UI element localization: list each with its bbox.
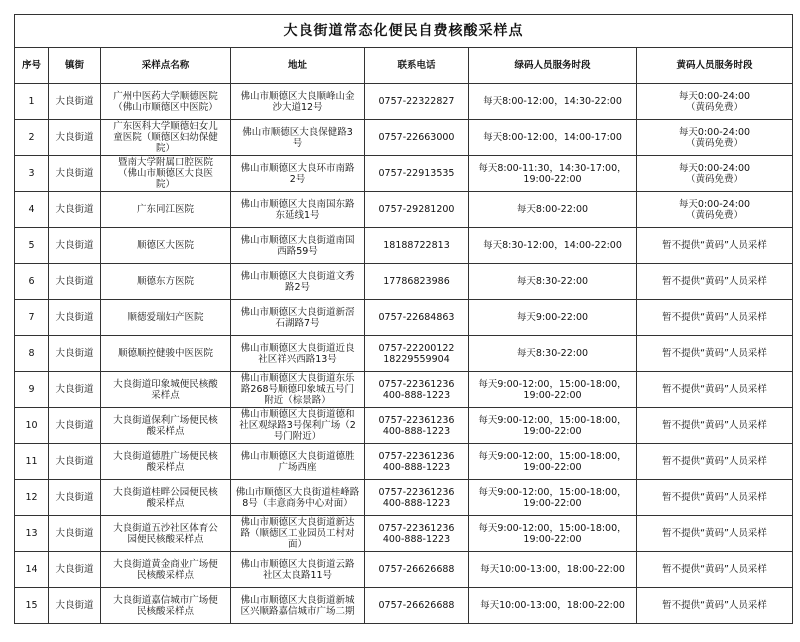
cell-yellow-hours bbox=[637, 444, 793, 480]
cell-town bbox=[49, 516, 101, 552]
table-row bbox=[15, 480, 793, 516]
cell-yellow-hours-text: 每天0:00-24:00 （黄码免费） bbox=[678, 90, 751, 113]
cell-green-hours-text: 每天10:00-13:00，18:00-22:00 bbox=[480, 564, 625, 575]
cell-phone bbox=[365, 408, 469, 444]
cell-address bbox=[231, 156, 365, 192]
cell-town bbox=[49, 336, 101, 372]
cell-seq bbox=[15, 336, 49, 372]
cell-green-hours bbox=[469, 480, 637, 516]
cell-town-text: 大良街道 bbox=[55, 132, 94, 143]
cell-town bbox=[49, 300, 101, 336]
cell-green-hours-text: 每天9:00-12:00，15:00-18:00， 19:00-22:00 bbox=[478, 522, 627, 545]
cell-phone bbox=[365, 156, 469, 192]
cell-green-hours-text: 每天8:00-11:30，14:30-17:00， 19:00-22:00 bbox=[478, 162, 627, 185]
cell-seq bbox=[15, 588, 49, 624]
cell-address bbox=[231, 444, 365, 480]
cell-yellow-hours bbox=[637, 264, 793, 300]
cell-green-hours bbox=[469, 372, 637, 408]
cell-town bbox=[49, 264, 101, 300]
cell-address-text: 佛山市顺德区大良南国东路 东延线1号 bbox=[240, 198, 355, 221]
cell-seq-text: 15 bbox=[25, 600, 38, 611]
cell-town-text: 大良街道 bbox=[55, 600, 94, 611]
cell-town bbox=[49, 552, 101, 588]
cell-address-text: 佛山市顺德区大良街道新滘 石湖路7号 bbox=[240, 306, 355, 329]
cell-phone-text: 0757-29281200 bbox=[378, 204, 455, 215]
cell-site-text: 大良街道印象城便民核酸 采样点 bbox=[113, 378, 218, 401]
cell-address bbox=[231, 228, 365, 264]
cell-site bbox=[101, 516, 231, 552]
cell-green-hours-text: 每天8:00-12:00，14:00-17:00 bbox=[483, 132, 622, 143]
cell-address-text: 佛山市顺德区大良环市南路 2号 bbox=[240, 162, 355, 185]
cell-town bbox=[49, 408, 101, 444]
cell-site bbox=[101, 336, 231, 372]
cell-site bbox=[101, 156, 231, 192]
cell-site-text: 大良街道五沙社区体育公 园便民核酸采样点 bbox=[113, 522, 218, 545]
table-row bbox=[15, 300, 793, 336]
header-site: 采样点名称 bbox=[101, 48, 231, 84]
cell-town bbox=[49, 480, 101, 516]
cell-seq bbox=[15, 516, 49, 552]
cell-seq bbox=[15, 264, 49, 300]
cell-site bbox=[101, 300, 231, 336]
cell-green-hours-text: 每天8:00-22:00 bbox=[516, 204, 589, 215]
cell-yellow-hours-text: 每天0:00-24:00 （黄码免费） bbox=[678, 162, 751, 185]
cell-yellow-hours-text: 每天0:00-24:00 （黄码免费） bbox=[678, 198, 751, 221]
cell-town-text: 大良街道 bbox=[55, 420, 94, 431]
document-page bbox=[14, 14, 792, 624]
cell-address bbox=[231, 408, 365, 444]
cell-address-text: 佛山市顺德区大良保健路3 号 bbox=[242, 126, 353, 149]
cell-site-text: 暨南大学附属口腔医院 （佛山市顺德区大良医 院） bbox=[117, 157, 213, 190]
cell-green-hours bbox=[469, 336, 637, 372]
cell-phone bbox=[365, 588, 469, 624]
cell-green-hours bbox=[469, 156, 637, 192]
cell-green-hours bbox=[469, 444, 637, 480]
cell-phone-text: 0757-22361236 400-888-1223 bbox=[378, 486, 455, 509]
cell-address-text: 佛山市顺德区大良街道云路 社区太良路11号 bbox=[240, 558, 355, 581]
cell-green-hours-text: 每天9:00-12:00，15:00-18:00， 19:00-22:00 bbox=[478, 378, 627, 401]
cell-yellow-hours bbox=[637, 84, 793, 120]
table-row bbox=[15, 192, 793, 228]
cell-yellow-hours-text: 暂不提供“黄码”人员采样 bbox=[662, 384, 767, 395]
cell-town-text: 大良街道 bbox=[55, 96, 94, 107]
page-title: 大良街道常态化便民自费核酸采样点 bbox=[15, 15, 793, 48]
cell-site bbox=[101, 120, 231, 156]
cell-site-text: 大良街道桂畔公园便民核 酸采样点 bbox=[113, 486, 218, 509]
cell-phone bbox=[365, 552, 469, 588]
cell-yellow-hours-text: 暂不提供“黄码”人员采样 bbox=[662, 564, 767, 575]
cell-green-hours-text: 每天10:00-13:00，18:00-22:00 bbox=[480, 600, 625, 611]
cell-phone-text: 0757-22913535 bbox=[378, 168, 455, 179]
cell-site-text: 顺德顺控健骏中医医院 bbox=[117, 348, 213, 359]
cell-yellow-hours-text: 暂不提供“黄码”人员采样 bbox=[662, 240, 767, 251]
cell-address-text: 佛山市顺德区大良街道南国 西路59号 bbox=[240, 234, 355, 257]
cell-site bbox=[101, 228, 231, 264]
cell-green-hours bbox=[469, 408, 637, 444]
cell-town bbox=[49, 120, 101, 156]
header-town: 镇街 bbox=[49, 48, 101, 84]
cell-phone-text: 0757-22684863 bbox=[378, 312, 455, 323]
cell-yellow-hours-text: 每天0:00-24:00 （黄码免费） bbox=[678, 126, 751, 149]
cell-phone bbox=[365, 84, 469, 120]
cell-town bbox=[49, 156, 101, 192]
cell-green-hours bbox=[469, 588, 637, 624]
cell-site bbox=[101, 264, 231, 300]
cell-seq-text: 3 bbox=[28, 168, 35, 179]
cell-seq-text: 2 bbox=[28, 132, 35, 143]
cell-phone-text: 17786823986 bbox=[383, 276, 450, 287]
table-row bbox=[15, 228, 793, 264]
cell-site bbox=[101, 444, 231, 480]
cell-address bbox=[231, 516, 365, 552]
cell-town bbox=[49, 588, 101, 624]
title-row bbox=[15, 15, 793, 48]
cell-yellow-hours-text: 暂不提供“黄码”人员采样 bbox=[662, 348, 767, 359]
cell-site bbox=[101, 552, 231, 588]
cell-phone-text: 0757-26626688 bbox=[378, 564, 455, 575]
cell-phone bbox=[365, 336, 469, 372]
cell-site-text: 广东医科大学顺德妇女儿 童医院（顺德区妇幼保健 院） bbox=[113, 121, 218, 154]
cell-town bbox=[49, 228, 101, 264]
cell-address bbox=[231, 552, 365, 588]
cell-yellow-hours-text: 暂不提供“黄码”人员采样 bbox=[662, 600, 767, 611]
cell-address-text: 佛山市顺德区大良街道新达 路（顺德区工业园员工村对 面） bbox=[240, 517, 355, 550]
cell-green-hours-text: 每天9:00-12:00，15:00-18:00， 19:00-22:00 bbox=[478, 486, 627, 509]
cell-green-hours bbox=[469, 264, 637, 300]
cell-town-text: 大良街道 bbox=[55, 168, 94, 179]
cell-town bbox=[49, 84, 101, 120]
cell-site bbox=[101, 408, 231, 444]
cell-seq bbox=[15, 372, 49, 408]
cell-site-text: 大良街道德胜广场便民核 酸采样点 bbox=[113, 450, 218, 473]
cell-phone bbox=[365, 372, 469, 408]
cell-site-text: 大良街道保利广场便民核 酸采样点 bbox=[113, 414, 218, 437]
cell-site bbox=[101, 192, 231, 228]
cell-address-text: 佛山市顺德区大良街道近良 社区祥兴西路13号 bbox=[240, 342, 355, 365]
table-row bbox=[15, 336, 793, 372]
cell-phone-text: 0757-22322827 bbox=[378, 96, 455, 107]
cell-phone-text: 0757-22361236 400-888-1223 bbox=[378, 414, 455, 437]
cell-green-hours-text: 每天8:30-12:00，14:00-22:00 bbox=[483, 240, 622, 251]
table-row bbox=[15, 372, 793, 408]
cell-green-hours bbox=[469, 516, 637, 552]
table-row bbox=[15, 588, 793, 624]
table-row bbox=[15, 84, 793, 120]
cell-yellow-hours bbox=[637, 552, 793, 588]
cell-town-text: 大良街道 bbox=[55, 492, 94, 503]
cell-seq bbox=[15, 408, 49, 444]
cell-address bbox=[231, 84, 365, 120]
cell-yellow-hours bbox=[637, 228, 793, 264]
cell-address bbox=[231, 336, 365, 372]
cell-green-hours bbox=[469, 84, 637, 120]
cell-yellow-hours-text: 暂不提供“黄码”人员采样 bbox=[662, 528, 767, 539]
cell-seq bbox=[15, 228, 49, 264]
table-row bbox=[15, 120, 793, 156]
cell-yellow-hours-text: 暂不提供“黄码”人员采样 bbox=[662, 420, 767, 431]
cell-site-text: 顺德东方医院 bbox=[136, 276, 194, 287]
cell-phone-text: 18188722813 bbox=[383, 240, 450, 251]
cell-green-hours-text: 每天9:00-12:00，15:00-18:00， 19:00-22:00 bbox=[478, 414, 627, 437]
cell-seq bbox=[15, 192, 49, 228]
cell-phone bbox=[365, 228, 469, 264]
cell-site-text: 广州中医药大学顺德医院 （佛山市顺德区中医院） bbox=[113, 90, 218, 113]
cell-town-text: 大良街道 bbox=[55, 528, 94, 539]
cell-address bbox=[231, 120, 365, 156]
cell-phone bbox=[365, 192, 469, 228]
cell-phone bbox=[365, 444, 469, 480]
cell-seq-text: 12 bbox=[25, 492, 38, 503]
cell-phone bbox=[365, 480, 469, 516]
header-green: 绿码人员服务时段 bbox=[469, 48, 637, 84]
cell-address bbox=[231, 264, 365, 300]
table-row bbox=[15, 552, 793, 588]
cell-green-hours-text: 每天9:00-22:00 bbox=[516, 312, 589, 323]
cell-site-text: 顺德爱瑞妇产医院 bbox=[127, 312, 204, 323]
cell-address bbox=[231, 372, 365, 408]
table-row bbox=[15, 516, 793, 552]
cell-town-text: 大良街道 bbox=[55, 204, 94, 215]
cell-yellow-hours-text: 暂不提供“黄码”人员采样 bbox=[662, 276, 767, 287]
cell-address bbox=[231, 192, 365, 228]
cell-seq-text: 10 bbox=[25, 420, 38, 431]
cell-yellow-hours-text: 暂不提供“黄码”人员采样 bbox=[662, 456, 767, 467]
header-seq: 序号 bbox=[15, 48, 49, 84]
cell-green-hours bbox=[469, 552, 637, 588]
cell-address bbox=[231, 480, 365, 516]
cell-phone bbox=[365, 120, 469, 156]
cell-yellow-hours bbox=[637, 480, 793, 516]
cell-seq bbox=[15, 552, 49, 588]
cell-town-text: 大良街道 bbox=[55, 240, 94, 251]
cell-town bbox=[49, 192, 101, 228]
cell-site-text: 顺德区大医院 bbox=[136, 240, 194, 251]
cell-green-hours bbox=[469, 228, 637, 264]
cell-site bbox=[101, 372, 231, 408]
cell-seq-text: 4 bbox=[28, 204, 35, 215]
cell-yellow-hours bbox=[637, 156, 793, 192]
cell-green-hours-text: 每天8:30-22:00 bbox=[516, 348, 589, 359]
cell-green-hours bbox=[469, 120, 637, 156]
cell-phone-text: 0757-26626688 bbox=[378, 600, 455, 611]
cell-yellow-hours bbox=[637, 300, 793, 336]
table-row bbox=[15, 156, 793, 192]
cell-yellow-hours-text: 暂不提供“黄码”人员采样 bbox=[662, 492, 767, 503]
cell-yellow-hours bbox=[637, 516, 793, 552]
cell-seq bbox=[15, 120, 49, 156]
header-yellow: 黄码人员服务时段 bbox=[637, 48, 793, 84]
cell-site-text: 大良街道嘉信城市广场便 民核酸采样点 bbox=[113, 594, 218, 617]
cell-town-text: 大良街道 bbox=[55, 312, 94, 323]
cell-address-text: 佛山市顺德区大良顺峰山金 沙大道12号 bbox=[240, 90, 355, 113]
cell-green-hours-text: 每天9:00-12:00，15:00-18:00， 19:00-22:00 bbox=[478, 450, 627, 473]
cell-seq-text: 11 bbox=[25, 456, 38, 467]
cell-seq-text: 9 bbox=[28, 384, 35, 395]
cell-address-text: 佛山市顺德区大良街道新城 区兴顺路嘉信城市广场二期 bbox=[240, 594, 355, 617]
cell-seq bbox=[15, 156, 49, 192]
cell-town bbox=[49, 372, 101, 408]
cell-address-text: 佛山市顺德区大良街道文秀 路2号 bbox=[240, 270, 355, 293]
cell-address-text: 佛山市顺德区大良街道德胜 广场西座 bbox=[240, 450, 355, 473]
table-row bbox=[15, 264, 793, 300]
cell-phone-text: 0757-22663000 bbox=[378, 132, 455, 143]
cell-yellow-hours bbox=[637, 336, 793, 372]
cell-green-hours-text: 每天8:30-22:00 bbox=[516, 276, 589, 287]
cell-seq bbox=[15, 300, 49, 336]
cell-seq-text: 5 bbox=[28, 240, 35, 251]
cell-yellow-hours bbox=[637, 120, 793, 156]
header-phone: 联系电话 bbox=[365, 48, 469, 84]
cell-seq-text: 13 bbox=[25, 528, 38, 539]
table-row bbox=[15, 408, 793, 444]
cell-seq-text: 8 bbox=[28, 348, 35, 359]
cell-seq bbox=[15, 480, 49, 516]
cell-seq bbox=[15, 444, 49, 480]
cell-town-text: 大良街道 bbox=[55, 456, 94, 467]
cell-seq-text: 1 bbox=[28, 96, 35, 107]
cell-site-text: 大良街道黄金商业广场便 民核酸采样点 bbox=[113, 558, 218, 581]
header-address: 地址 bbox=[231, 48, 365, 84]
cell-seq-text: 7 bbox=[28, 312, 35, 323]
cell-green-hours-text: 每天8:00-12:00，14:30-22:00 bbox=[483, 96, 622, 107]
cell-yellow-hours bbox=[637, 588, 793, 624]
table-row bbox=[15, 444, 793, 480]
cell-site-text: 广东同江医院 bbox=[136, 204, 194, 215]
sampling-sites-table bbox=[14, 14, 793, 624]
cell-seq bbox=[15, 84, 49, 120]
cell-phone-text: 0757-22361236 400-888-1223 bbox=[378, 378, 455, 401]
cell-address-text: 佛山市顺德区大良街道东乐 路268号顺德印象城五号门 附近（棕景路） bbox=[240, 373, 355, 406]
cell-site bbox=[101, 480, 231, 516]
cell-address bbox=[231, 300, 365, 336]
cell-green-hours bbox=[469, 300, 637, 336]
cell-yellow-hours bbox=[637, 192, 793, 228]
cell-address-text: 佛山市顺德区大良街道桂峰路 8号（丰意商务中心对面） bbox=[235, 486, 360, 509]
cell-phone bbox=[365, 516, 469, 552]
cell-town-text: 大良街道 bbox=[55, 348, 94, 359]
cell-town bbox=[49, 444, 101, 480]
cell-phone-text: 0757-22361236 400-888-1223 bbox=[378, 522, 455, 545]
cell-yellow-hours-text: 暂不提供“黄码”人员采样 bbox=[662, 312, 767, 323]
cell-seq-text: 6 bbox=[28, 276, 35, 287]
cell-seq-text: 14 bbox=[25, 564, 38, 575]
cell-town-text: 大良街道 bbox=[55, 276, 94, 287]
cell-phone bbox=[365, 300, 469, 336]
cell-phone-text: 0757-22200122 18229559904 bbox=[378, 342, 455, 365]
cell-site bbox=[101, 84, 231, 120]
cell-phone-text: 0757-22361236 400-888-1223 bbox=[378, 450, 455, 473]
cell-site bbox=[101, 588, 231, 624]
cell-yellow-hours bbox=[637, 408, 793, 444]
cell-address bbox=[231, 588, 365, 624]
cell-address-text: 佛山市顺德区大良街道德和 社区观绿路3号保利广场（2 号门附近） bbox=[239, 409, 356, 442]
cell-phone bbox=[365, 264, 469, 300]
cell-green-hours bbox=[469, 192, 637, 228]
cell-yellow-hours bbox=[637, 372, 793, 408]
header-row bbox=[15, 48, 793, 84]
cell-town-text: 大良街道 bbox=[55, 564, 94, 575]
cell-town-text: 大良街道 bbox=[55, 384, 94, 395]
